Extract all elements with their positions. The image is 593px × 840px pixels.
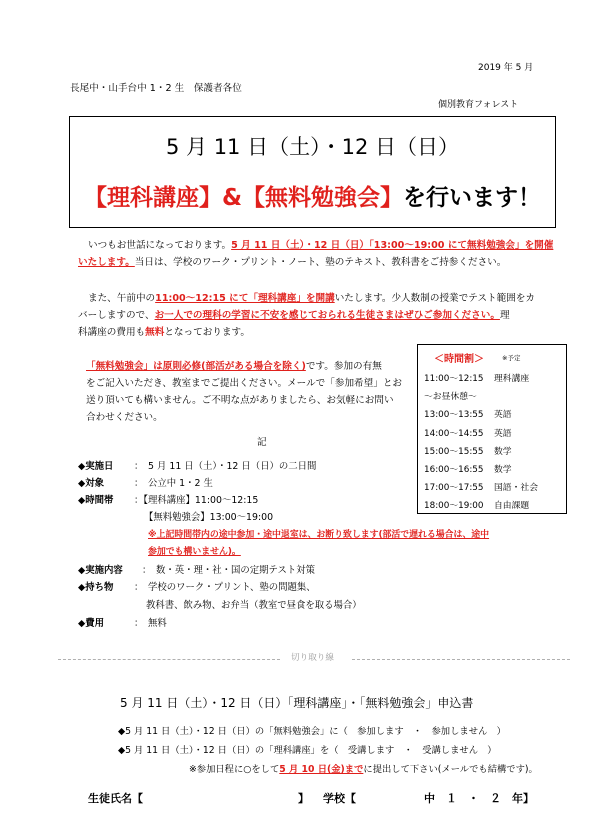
intro-p1-text: いつもお世話になっております。 xyxy=(88,240,232,251)
form-deadline: 5 月 10 日(金)まで xyxy=(279,764,364,775)
detail-time-label: ◆時間帯 xyxy=(78,495,114,506)
timetable-time: 14:00～14:55 xyxy=(424,428,484,439)
cut-line-left xyxy=(58,659,280,660)
detail-items xyxy=(78,579,316,593)
ki-heading: 記 xyxy=(257,437,267,448)
detail-target xyxy=(78,475,213,489)
detail-date-label: ◆実施日 xyxy=(78,461,114,472)
timetable-row xyxy=(424,462,512,475)
intro-p2-text-e: 科講座の費用も xyxy=(78,327,146,338)
intro-p2-text-b: いたします。少人数制の授業でテスト範囲をカ xyxy=(334,293,536,304)
intro-p2-highlight: 11:00～12:15 にて「理科講座」を開講 xyxy=(155,293,335,304)
timetable-subject: 国語・社会 xyxy=(494,483,538,494)
timetable-row xyxy=(424,426,512,439)
detail-fee-value: ： 無料 xyxy=(134,618,167,629)
timetable-time: ～お昼休憩～ xyxy=(424,392,477,403)
timetable-row xyxy=(424,444,512,457)
timetable-subject: 自由課題 xyxy=(494,501,530,512)
detail-content-value: ： 数・英・理・社・国の定期テスト対策 xyxy=(142,565,316,576)
grade-label: 中 １ ・ ２ 年】 xyxy=(424,792,534,805)
timetable-row xyxy=(424,371,529,384)
intro-p2-highlight-b: お一人での理科の学習に不安を感じておられる生徒さまはぜひご参加ください。 xyxy=(154,310,500,321)
form-note-text-a: ※参加日程に○をして xyxy=(189,764,280,775)
intro-p2-free: 無料 xyxy=(145,327,165,338)
timetable-subject: 理科講座 xyxy=(494,374,530,384)
notice-highlight: 「無料勉強会」は原則必修(部活がある場合を除く) xyxy=(86,361,306,372)
form-course-line[interactable]: ◆5 月 11 日（土）・12 日（日）の「理科講座」を（ 受講します ・ 受講しません ） xyxy=(118,745,497,756)
intro-paragraph-2 xyxy=(88,290,558,307)
cut-line-label: 切り取り線 xyxy=(291,653,334,663)
form-attend-line[interactable]: ◆5 月 11 日（土）・12 日（日）の「無料勉強会」に（ 参加します ・ 参加しません ） xyxy=(118,726,506,737)
timetable-row xyxy=(424,389,494,402)
timetable-box xyxy=(417,344,567,514)
timetable-note: ※予定 xyxy=(502,354,521,362)
intro-p1-text-cont: 当日は、学校のワーク・プリント・ノート、塾のテキスト、教科書をご持参ください。 xyxy=(134,257,507,268)
student-name-field[interactable] xyxy=(158,790,294,804)
detail-time xyxy=(78,492,258,506)
notice-line-1 xyxy=(86,358,382,375)
detail-items-2: 教科書、飲み物、お弁当（教室で昼食を取る場合） xyxy=(146,600,362,611)
timetable-time: 15:00～15:55 xyxy=(424,446,484,457)
timetable-row xyxy=(424,498,529,511)
detail-date xyxy=(78,458,316,472)
intro-p2-text: また、午前中の xyxy=(88,293,156,304)
timetable-time: 17:00～17:55 xyxy=(424,483,484,494)
intro-p1-highlight-cont: いたします。 xyxy=(78,257,135,268)
notice-line-2: をご記入いただき、教室までご提出ください。メールで「参加希望」とお xyxy=(86,378,403,389)
student-name-label: 生徒氏名【 xyxy=(88,792,143,805)
intro-p1-highlight: 5 月 11 日（土）・12 日（日）「13:00～19:00 にて無料勉強会」を開催 xyxy=(231,240,554,251)
title-main-red: 【理科講座】&【無料勉強会】 xyxy=(83,185,404,211)
school-field[interactable] xyxy=(366,790,422,804)
sender-name: 個別教育フォレスト xyxy=(438,100,519,110)
detail-time-note-1: ※上記時間帯内の途中参加・途中退室は、お断り致します(部活で遅れる場合は、途中 xyxy=(148,530,490,540)
intro-paragraph-1 xyxy=(88,237,558,254)
timetable-time: 16:00～16:55 xyxy=(424,465,484,475)
detail-time-2: 【無料勉強会】13:00～19:00 xyxy=(144,512,274,523)
cut-line-right xyxy=(352,659,570,660)
notice-line-3: 送り頂いても構いません。ご不明な点がありましたら、お気軽にお問い xyxy=(86,395,394,406)
form-note-text-b: に提出して下さい(メールでも結構です)。 xyxy=(363,764,538,775)
detail-time-value-1: ：【理科講座】11:00～12:15 xyxy=(134,495,259,506)
title-date: 5 月 11 日（土）・12 日（日） xyxy=(165,135,459,159)
timetable-subject: 英語 xyxy=(494,410,512,421)
notice-text-a: です。参加の有無 xyxy=(305,361,382,372)
detail-time-note-2: 参加でも構いません)。 xyxy=(148,547,241,557)
timetable-subject: 英語 xyxy=(494,428,512,439)
detail-fee xyxy=(78,615,167,629)
form-deadline-note xyxy=(189,761,538,775)
timetable-row xyxy=(424,480,538,493)
title-main xyxy=(70,179,555,212)
notice-line-4: 合わせください。 xyxy=(86,412,163,423)
timetable-time: 18:00～19:00 xyxy=(424,501,484,512)
timetable-subject: 数学 xyxy=(494,465,512,475)
detail-date-value: ： 5 月 11 日（土）・12 日（日）の二日間 xyxy=(134,461,317,472)
intro-paragraph-1-cont xyxy=(78,254,558,271)
timetable-row xyxy=(424,407,512,420)
recipient-line: 長尾中・山手台中 1・2 生 保護者各位 xyxy=(70,83,242,94)
intro-p2-text-c: バーしますので、 xyxy=(78,310,155,321)
timetable-subject: 数学 xyxy=(494,446,512,457)
intro-p2-text-f: となっております。 xyxy=(164,327,250,338)
detail-content-label: ◆実施内容 xyxy=(78,565,123,576)
title-main-black: を行います！ xyxy=(403,185,542,211)
timetable-time: 13:00～13:55 xyxy=(424,410,484,421)
title-box xyxy=(69,116,556,228)
document-date: 2019 年 5 月 xyxy=(478,63,534,73)
detail-target-value: ： 公立中 1・2 生 xyxy=(134,478,213,489)
student-name-close: 】 xyxy=(298,792,309,805)
school-label: 学校【 xyxy=(323,792,356,805)
detail-items-value-1: ： 学校のワーク・プリント、塾の問題集、 xyxy=(134,582,316,593)
detail-fee-label: ◆費用 xyxy=(78,618,104,629)
detail-target-label: ◆対象 xyxy=(78,478,104,489)
detail-content xyxy=(78,562,315,576)
intro-paragraph-2-cont xyxy=(78,307,558,324)
intro-p2-text-d: 理 xyxy=(499,310,510,321)
timetable-time: 11:00～12:15 xyxy=(424,374,484,384)
form-title: 5 月 11 日（土）・12 日（日）「理科講座」・「無料勉強会」申込書 xyxy=(120,696,474,710)
intro-paragraph-2-end xyxy=(78,324,558,341)
detail-items-label: ◆持ち物 xyxy=(78,582,114,593)
timetable-title: ＜時間割＞ xyxy=(434,354,484,365)
